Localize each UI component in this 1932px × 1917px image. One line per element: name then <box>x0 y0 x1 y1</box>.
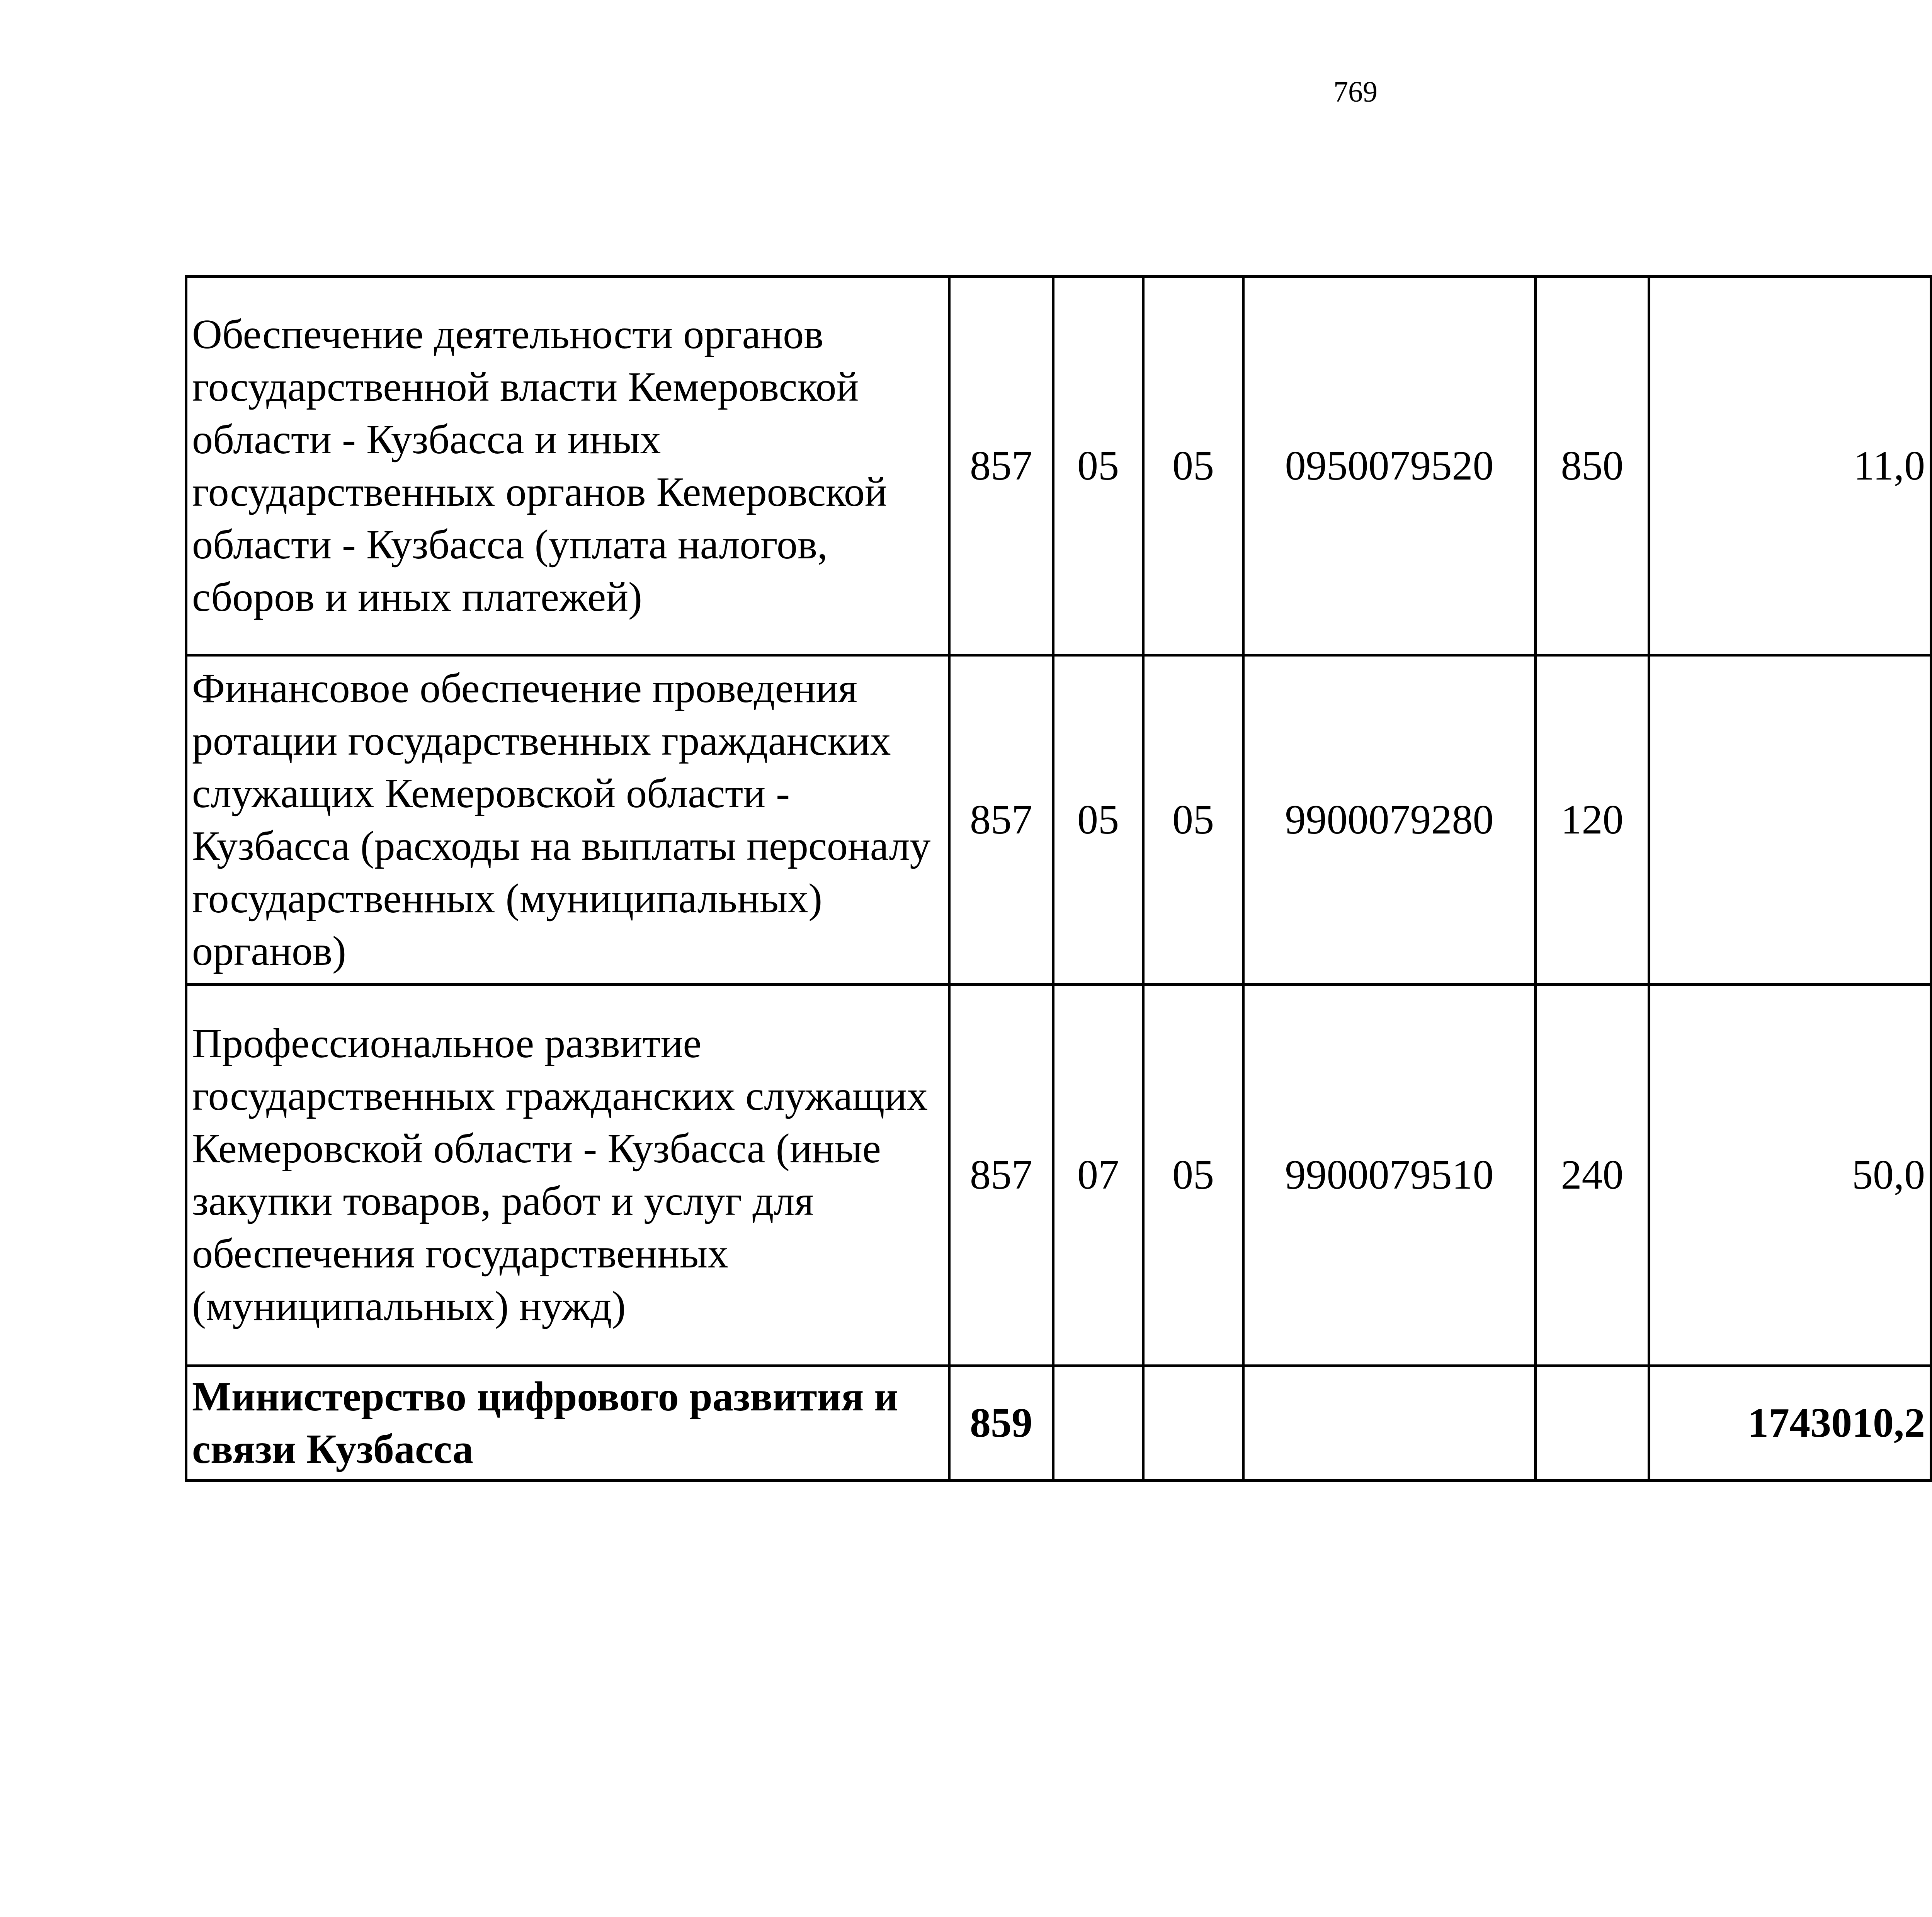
table-row <box>186 985 1932 1366</box>
subsection-code: 05 <box>1143 985 1243 1366</box>
amount-year-1: 11,0 <box>1649 277 1931 655</box>
row-description: Финансовое обеспечение проведения ротации государственных гражданских служащих Кемеровской области - Кузбасса (расходы на выплаты персоналу государственных (муниципальных) органов) <box>186 655 949 985</box>
row-description: Министерство цифрового развития и связи Кузбасса <box>186 1366 949 1481</box>
budget-table <box>185 275 1932 1482</box>
subsection-code <box>1143 1366 1243 1481</box>
page-number: 769 <box>1333 76 1378 108</box>
section-code <box>1053 1366 1143 1481</box>
target-article-code: 9900079510 <box>1243 985 1536 1366</box>
table-row-total <box>186 1366 1932 1481</box>
table-row <box>186 277 1932 655</box>
department-code: 857 <box>949 985 1053 1366</box>
subsection-code: 05 <box>1143 277 1243 655</box>
expense-type-code: 850 <box>1536 277 1649 655</box>
target-article-code <box>1243 1366 1536 1481</box>
row-description: Профессиональное развитие государственных гражданских служащих Кемеровской области - Кузбасса (иные закупки товаров, работ и услуг для обеспечения государственных (муниципальных) нужд) <box>186 985 949 1366</box>
expense-type-code: 120 <box>1536 655 1649 985</box>
expense-type-code <box>1536 1366 1649 1481</box>
section-code: 07 <box>1053 985 1143 1366</box>
table-row <box>186 655 1932 985</box>
amount-year-1: 50,0 <box>1649 985 1931 1366</box>
amount-year-1 <box>1649 655 1931 985</box>
section-code: 05 <box>1053 277 1143 655</box>
department-code: 859 <box>949 1366 1053 1481</box>
subsection-code: 05 <box>1143 655 1243 985</box>
amount-year-1: 1743010,2 <box>1649 1366 1931 1481</box>
section-code: 05 <box>1053 655 1143 985</box>
department-code: 857 <box>949 277 1053 655</box>
target-article-code: 9900079280 <box>1243 655 1536 985</box>
row-description: Обеспечение деятельности органов государственной власти Кемеровской области - Кузбасса и иных государственных органов Кемеровской области - Кузбасса (уплата налогов, сборов и иных платежей) <box>186 277 949 655</box>
expense-type-code: 240 <box>1536 985 1649 1366</box>
department-code: 857 <box>949 655 1053 985</box>
target-article-code: 0950079520 <box>1243 277 1536 655</box>
